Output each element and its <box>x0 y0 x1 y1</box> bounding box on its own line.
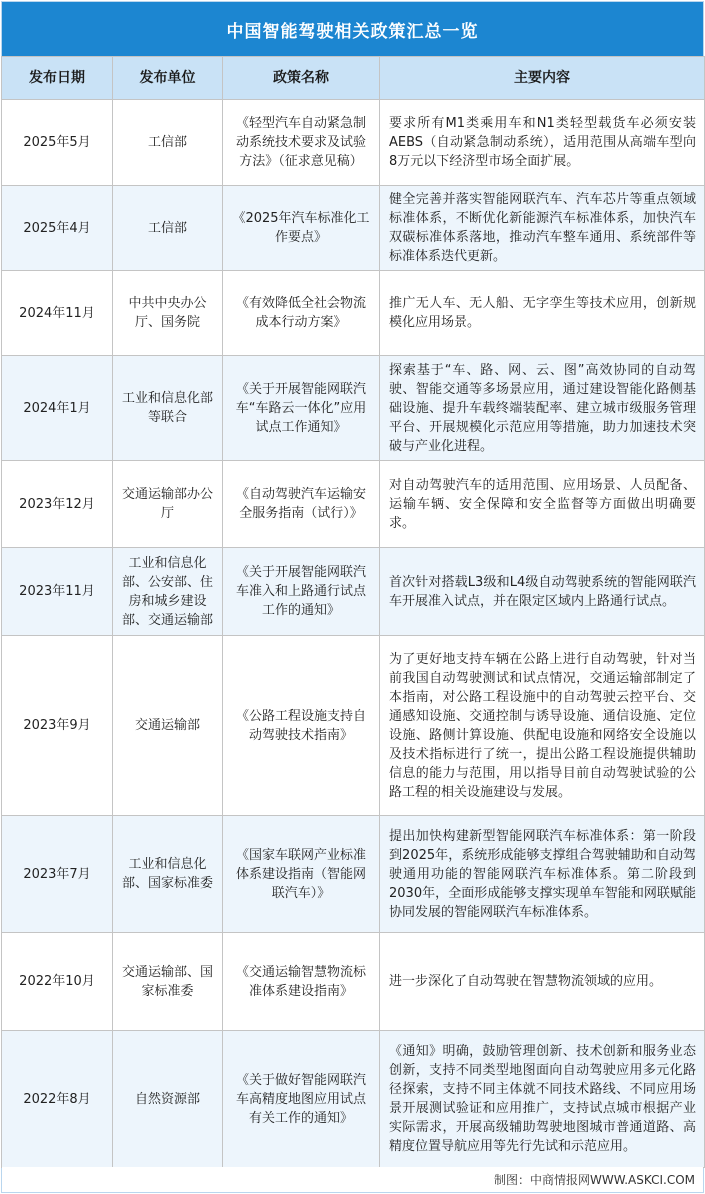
cell-org: 工业和信息化部、国家标准委 <box>113 816 223 933</box>
table-row <box>2 461 705 548</box>
cell-content: 提出加快构建新型智能网联汽车标准体系：第一阶段到2025年，系统形成能够支撑组合驾驶辅助和自动驾驶通用功能的智能网联汽车标准体系。第二阶段到2030年，全面形成能够支撑实现单车智能和网联赋能协同发展的智能网联汽车标准体系。 <box>380 816 705 933</box>
table-row <box>2 816 705 933</box>
cell-org: 自然资源部 <box>113 1031 223 1168</box>
cell-policy-name: 《关于开展智能网联汽车“车路云一体化”应用试点工作通知》 <box>223 356 380 461</box>
cell-content: 探索基于“车、路、网、云、图”高效协同的自动驾驶、智能交通等多场景应用，通过建设智能化路侧基础设施、提升车载终端装配率、建立城市级服务管理平台、开展规模化示范应用等措施，助力加速技术突破与产业化进程。 <box>380 356 705 461</box>
header-policy-name: 政策名称 <box>223 57 380 100</box>
cell-org: 工业和信息化部、公安部、住房和城乡建设部、交通运输部 <box>113 548 223 636</box>
table-row <box>2 933 705 1031</box>
cell-date: 2022年8月 <box>2 1031 113 1168</box>
cell-content: 要求所有M1类乘用车和N1类轻型载货车必须安装AEBS（自动紧急制动系统），适用范围从高端车型向8万元以下经济型市场全面扩展。 <box>380 100 705 186</box>
cell-policy-name: 《有效降低全社会物流成本行动方案》 <box>223 271 380 356</box>
table-row <box>2 548 705 636</box>
cell-policy-name: 《关于开展智能网联汽车准入和上路通行试点工作的通知》 <box>223 548 380 636</box>
cell-date: 2023年12月 <box>2 461 113 548</box>
header-date: 发布日期 <box>2 57 113 100</box>
cell-org: 交通运输部办公厅 <box>113 461 223 548</box>
header-row <box>2 57 705 100</box>
table-row <box>2 356 705 461</box>
cell-content: 首次针对搭载L3级和L4级自动驾驶系统的智能网联汽车开展准入试点，并在限定区域内上路通行试点。 <box>380 548 705 636</box>
cell-content: 健全完善并落实智能网联汽车、汽车芯片等重点领域标准体系，不断优化新能源汽车标准体系，加快汽车双碳标准体系落地，推动汽车整车通用、系统部件等标准体系迭代更新。 <box>380 186 705 271</box>
table-row <box>2 1031 705 1168</box>
cell-org: 交通运输部 <box>113 636 223 816</box>
table-row <box>2 636 705 816</box>
cell-policy-name: 《自动驾驶汽车运输安全服务指南（试行）》 <box>223 461 380 548</box>
cell-content: 对自动驾驶汽车的适用范围、应用场景、人员配备、运输车辆、安全保障和安全监督等方面做出明确要求。 <box>380 461 705 548</box>
table-row <box>2 271 705 356</box>
source-credit: 制图：中商情报网WWW.ASKCI.COM <box>2 1167 703 1192</box>
header-main-content: 主要内容 <box>380 57 705 100</box>
policy-summary-table-card <box>1 1 704 1193</box>
cell-org: 工业和信息化部等联合 <box>113 356 223 461</box>
cell-policy-name: 《公路工程设施支持自动驾驶技术指南》 <box>223 636 380 816</box>
cell-org: 工信部 <box>113 100 223 186</box>
cell-content: 推广无人车、无人船、无字孪生等技术应用，创新规模化应用场景。 <box>380 271 705 356</box>
table-row <box>2 100 705 186</box>
table-row <box>2 186 705 271</box>
cell-policy-name: 《交通运输智慧物流标准体系建设指南》 <box>223 933 380 1031</box>
cell-content: 《通知》明确，鼓励管理创新、技术创新和服务业态创新，支持不同类型地图面向自动驾驶应用多元化路径探索，支持不同主体就不同技术路线、不同应用场景开展测试验证和应用推广，支持试点城市根据产业实际需求，开展高级辅助驾驶地图城市普通道路、高精度位置导航应用等先行先试和示范应用。 <box>380 1031 705 1168</box>
cell-date: 2023年11月 <box>2 548 113 636</box>
cell-date: 2024年1月 <box>2 356 113 461</box>
cell-policy-name: 《国家车联网产业标准体系建设指南（智能网联汽车）》 <box>223 816 380 933</box>
cell-date: 2022年10月 <box>2 933 113 1031</box>
cell-date: 2023年9月 <box>2 636 113 816</box>
cell-policy-name: 《2025年汽车标准化工作要点》 <box>223 186 380 271</box>
cell-date: 2025年4月 <box>2 186 113 271</box>
cell-org: 工信部 <box>113 186 223 271</box>
cell-date: 2025年5月 <box>2 100 113 186</box>
cell-org: 交通运输部、国家标准委 <box>113 933 223 1031</box>
header-org: 发布单位 <box>113 57 223 100</box>
cell-org: 中共中央办公厅、国务院 <box>113 271 223 356</box>
cell-policy-name: 《关于做好智能网联汽车高精度地图应用试点有关工作的通知》 <box>223 1031 380 1168</box>
policy-table <box>1 56 705 1168</box>
cell-content: 进一步深化了自动驾驶在智慧物流领域的应用。 <box>380 933 705 1031</box>
cell-date: 2024年11月 <box>2 271 113 356</box>
cell-date: 2023年7月 <box>2 816 113 933</box>
table-title: 中国智能驾驶相关政策汇总一览 <box>2 2 703 56</box>
cell-content: 为了更好地支持车辆在公路上进行自动驾驶，针对当前我国自动驾驶测试和试点情况，交通运输部制定了本指南，对公路工程设施中的自动驾驶云控平台、交通感知设施、交通控制与诱导设施、通信设施、定位设施、路侧计算设施、供配电设施和网络安全设施以及技术指标进行了统一，提出公路工程设施提供辅助信息的能力与范围，用以指导目前自动驾驶试验的公路工程的相关设施建设与发展。 <box>380 636 705 816</box>
cell-policy-name: 《轻型汽车自动紧急制动系统技术要求及试验方法》（征求意见稿） <box>223 100 380 186</box>
